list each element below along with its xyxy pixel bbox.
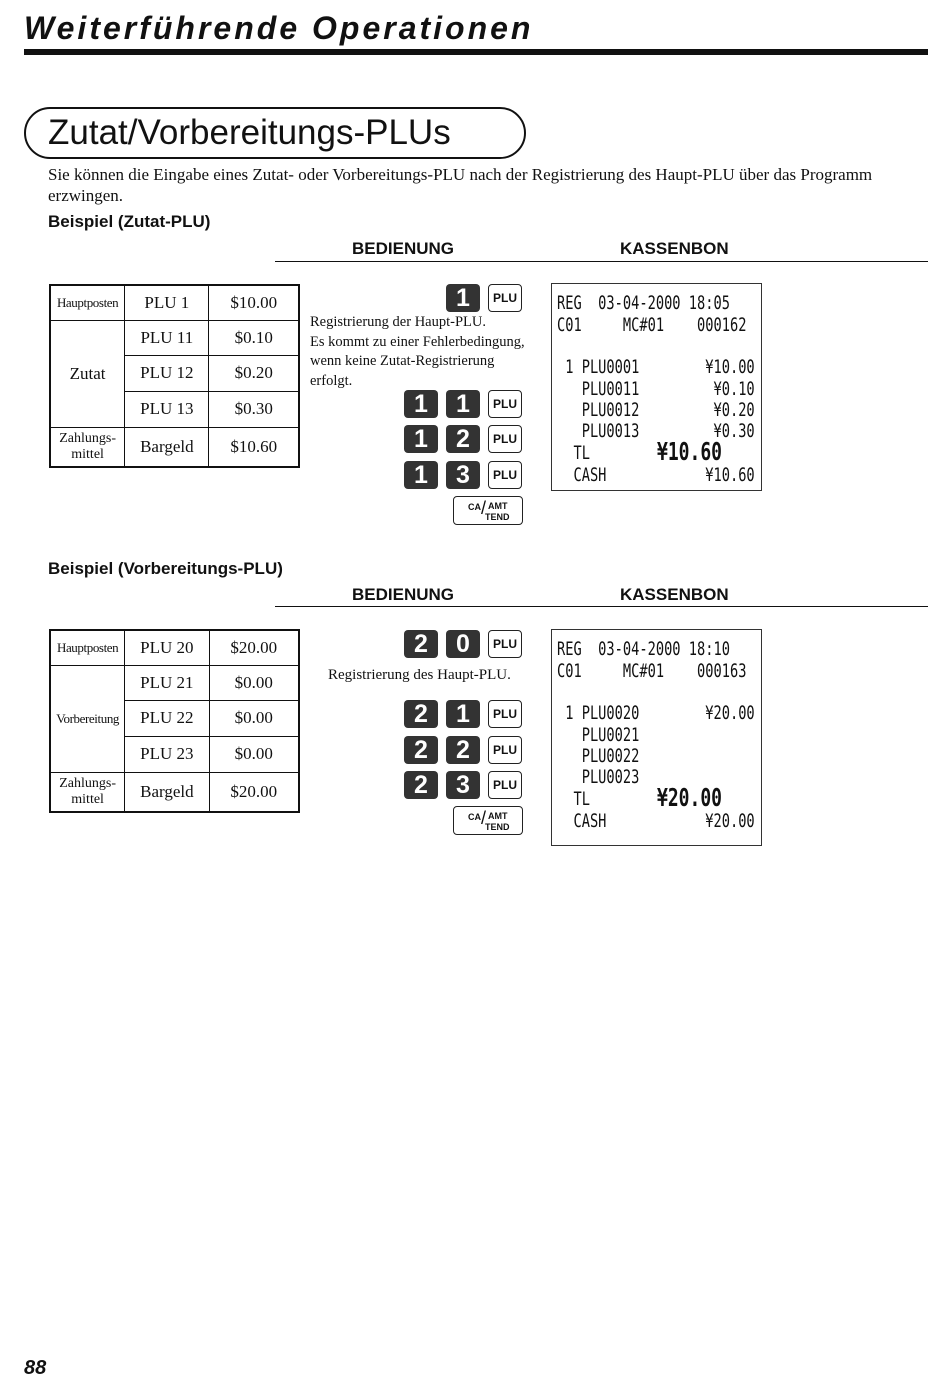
digit-key[interactable]: 3 xyxy=(446,461,480,489)
payment-label xyxy=(50,427,125,467)
section-title: Zutat/Vorbereitungs-PLUs xyxy=(24,107,526,159)
digit-key[interactable]: 2 xyxy=(446,425,480,453)
ca-amt-tend-key[interactable] xyxy=(453,496,523,525)
plu-key[interactable]: PLU xyxy=(488,425,522,453)
payment-label-line1: Zahlungs- xyxy=(59,430,116,446)
main-plu: PLU 1 xyxy=(125,285,209,320)
payment-amount: $20.00 xyxy=(209,772,299,812)
digit-key[interactable]: 3 xyxy=(446,771,480,799)
slash-glyph: / xyxy=(481,498,487,518)
receipt-line: PLU0022 xyxy=(557,745,640,767)
tend-label: TEND xyxy=(485,512,510,522)
group-label: Vorbereitung xyxy=(50,665,125,772)
example1-receipt xyxy=(551,283,762,491)
receipt-line: PLU0011 ¥0.10 xyxy=(557,378,755,400)
payment-method: Bargeld xyxy=(125,427,209,467)
main-item-label: Hauptposten xyxy=(50,285,125,320)
group-price: $0.00 xyxy=(209,700,299,736)
receipt-line: C01 MC#01 000162 xyxy=(557,314,747,336)
ca-amt-tend-key[interactable] xyxy=(453,806,523,835)
payment-label-line1: Zahlungs- xyxy=(59,775,116,791)
note-line: Registrierung des Haupt-PLU. xyxy=(328,667,511,683)
receipt-line: 1 PLU0020 ¥20.00 xyxy=(557,702,755,724)
note-line: Registrierung der Haupt-PLU. xyxy=(310,314,486,330)
header-rule xyxy=(24,49,928,55)
group-plu: PLU 13 xyxy=(125,391,209,427)
page-header-title: Weiterführende Operationen xyxy=(24,10,534,46)
receipt-line: PLU0012 ¥0.20 xyxy=(557,399,755,421)
group-price: $0.10 xyxy=(209,320,299,355)
digit-key[interactable]: 2 xyxy=(446,736,480,764)
receipt-line: REG 03-04-2000 18:10 xyxy=(557,638,730,660)
group-plu: PLU 12 xyxy=(125,355,209,391)
tend-label: TEND xyxy=(485,822,510,832)
example1-receipt-heading: KASSENBON xyxy=(620,239,729,258)
plu-key[interactable]: PLU xyxy=(488,771,522,799)
example2-heading-rule xyxy=(275,606,928,607)
receipt-line: PLU0023 xyxy=(557,766,640,788)
amt-label: AMT xyxy=(488,501,508,511)
digit-key[interactable]: 2 xyxy=(404,771,438,799)
group-price: $0.30 xyxy=(209,391,299,427)
payment-label-line2: mittel xyxy=(71,446,104,462)
receipt-line: 1 PLU0001 ¥10.00 xyxy=(557,356,755,378)
receipt-total-label: TL xyxy=(557,788,590,810)
digit-key[interactable]: 1 xyxy=(404,390,438,418)
page-number: 88 xyxy=(24,1357,47,1379)
ca-label: CA xyxy=(468,502,481,512)
digit-key[interactable]: 2 xyxy=(404,700,438,728)
group-price: $0.20 xyxy=(209,355,299,391)
main-item-label: Hauptposten xyxy=(50,630,125,665)
plu-key[interactable]: PLU xyxy=(488,284,522,312)
receipt-total-label: TL xyxy=(557,442,590,464)
receipt-line: REG 03-04-2000 18:05 xyxy=(557,292,730,314)
plu-key[interactable]: PLU xyxy=(488,390,522,418)
note-line: erfolgt. xyxy=(310,372,353,389)
digit-key[interactable]: 2 xyxy=(404,630,438,658)
group-plu: PLU 23 xyxy=(125,736,209,772)
group-plu: PLU 21 xyxy=(125,665,209,700)
example1-heading-rule xyxy=(275,261,928,262)
note-line: wenn keine Zutat-Registrierung xyxy=(310,353,495,369)
receipt-line: PLU0021 xyxy=(557,724,640,746)
receipt-total-amount: ¥10.60 xyxy=(657,437,723,466)
payment-method: Bargeld xyxy=(125,772,209,812)
digit-key[interactable]: 1 xyxy=(446,284,480,312)
receipt-line: CASH ¥10.60 xyxy=(557,464,755,486)
example2-title: Beispiel (Vorbereitungs-PLU) xyxy=(48,559,283,578)
receipt-total-amount: ¥20.00 xyxy=(657,783,723,812)
main-price: $10.00 xyxy=(209,285,299,320)
note-line: Es kommt zu einer Fehlerbedingung, xyxy=(310,333,525,350)
slash-glyph: / xyxy=(481,808,487,828)
example2-operation-heading: BEDIENUNG xyxy=(352,585,455,604)
digit-key[interactable]: 0 xyxy=(446,630,480,658)
plu-key[interactable]: PLU xyxy=(488,461,522,489)
receipt-line: CASH ¥20.00 xyxy=(557,810,755,832)
example1-operation-heading: BEDIENUNG xyxy=(352,239,455,258)
digit-key[interactable]: 1 xyxy=(446,700,480,728)
digit-key[interactable]: 1 xyxy=(404,425,438,453)
ca-label: CA xyxy=(468,812,481,822)
example2-receipt xyxy=(551,629,762,846)
digit-key[interactable]: 1 xyxy=(404,461,438,489)
group-plu: PLU 11 xyxy=(125,320,209,355)
example2-receipt-heading: KASSENBON xyxy=(620,585,729,604)
group-label: Zutat xyxy=(50,320,125,427)
main-price: $20.00 xyxy=(209,630,299,665)
group-plu: PLU 22 xyxy=(125,700,209,736)
digit-key[interactable]: 1 xyxy=(446,390,480,418)
plu-key[interactable]: PLU xyxy=(488,630,522,658)
main-plu: PLU 20 xyxy=(125,630,209,665)
group-price: $0.00 xyxy=(209,736,299,772)
group-price: $0.00 xyxy=(209,665,299,700)
plu-key[interactable]: PLU xyxy=(488,700,522,728)
receipt-line: PLU0013 ¥0.30 xyxy=(557,420,755,442)
example2-operation-note xyxy=(328,666,511,686)
payment-label xyxy=(50,772,125,812)
digit-key[interactable]: 2 xyxy=(404,736,438,764)
example2-plu-table xyxy=(49,629,300,813)
example1-title: Beispiel (Zutat-PLU) xyxy=(48,212,211,231)
amt-label: AMT xyxy=(488,811,508,821)
receipt-line: C01 MC#01 000163 xyxy=(557,660,747,682)
payment-label-line2: mittel xyxy=(71,791,104,807)
example1-plu-table xyxy=(49,284,300,468)
plu-key[interactable]: PLU xyxy=(488,736,522,764)
payment-amount: $10.60 xyxy=(209,427,299,467)
example1-operation-note xyxy=(310,313,525,391)
intro-text: Sie können die Eingabe eines Zutat- oder Vorbereitungs-PLU nach der Registrierung des Haupt-PLU über das Programm erzwingen. xyxy=(48,165,873,205)
